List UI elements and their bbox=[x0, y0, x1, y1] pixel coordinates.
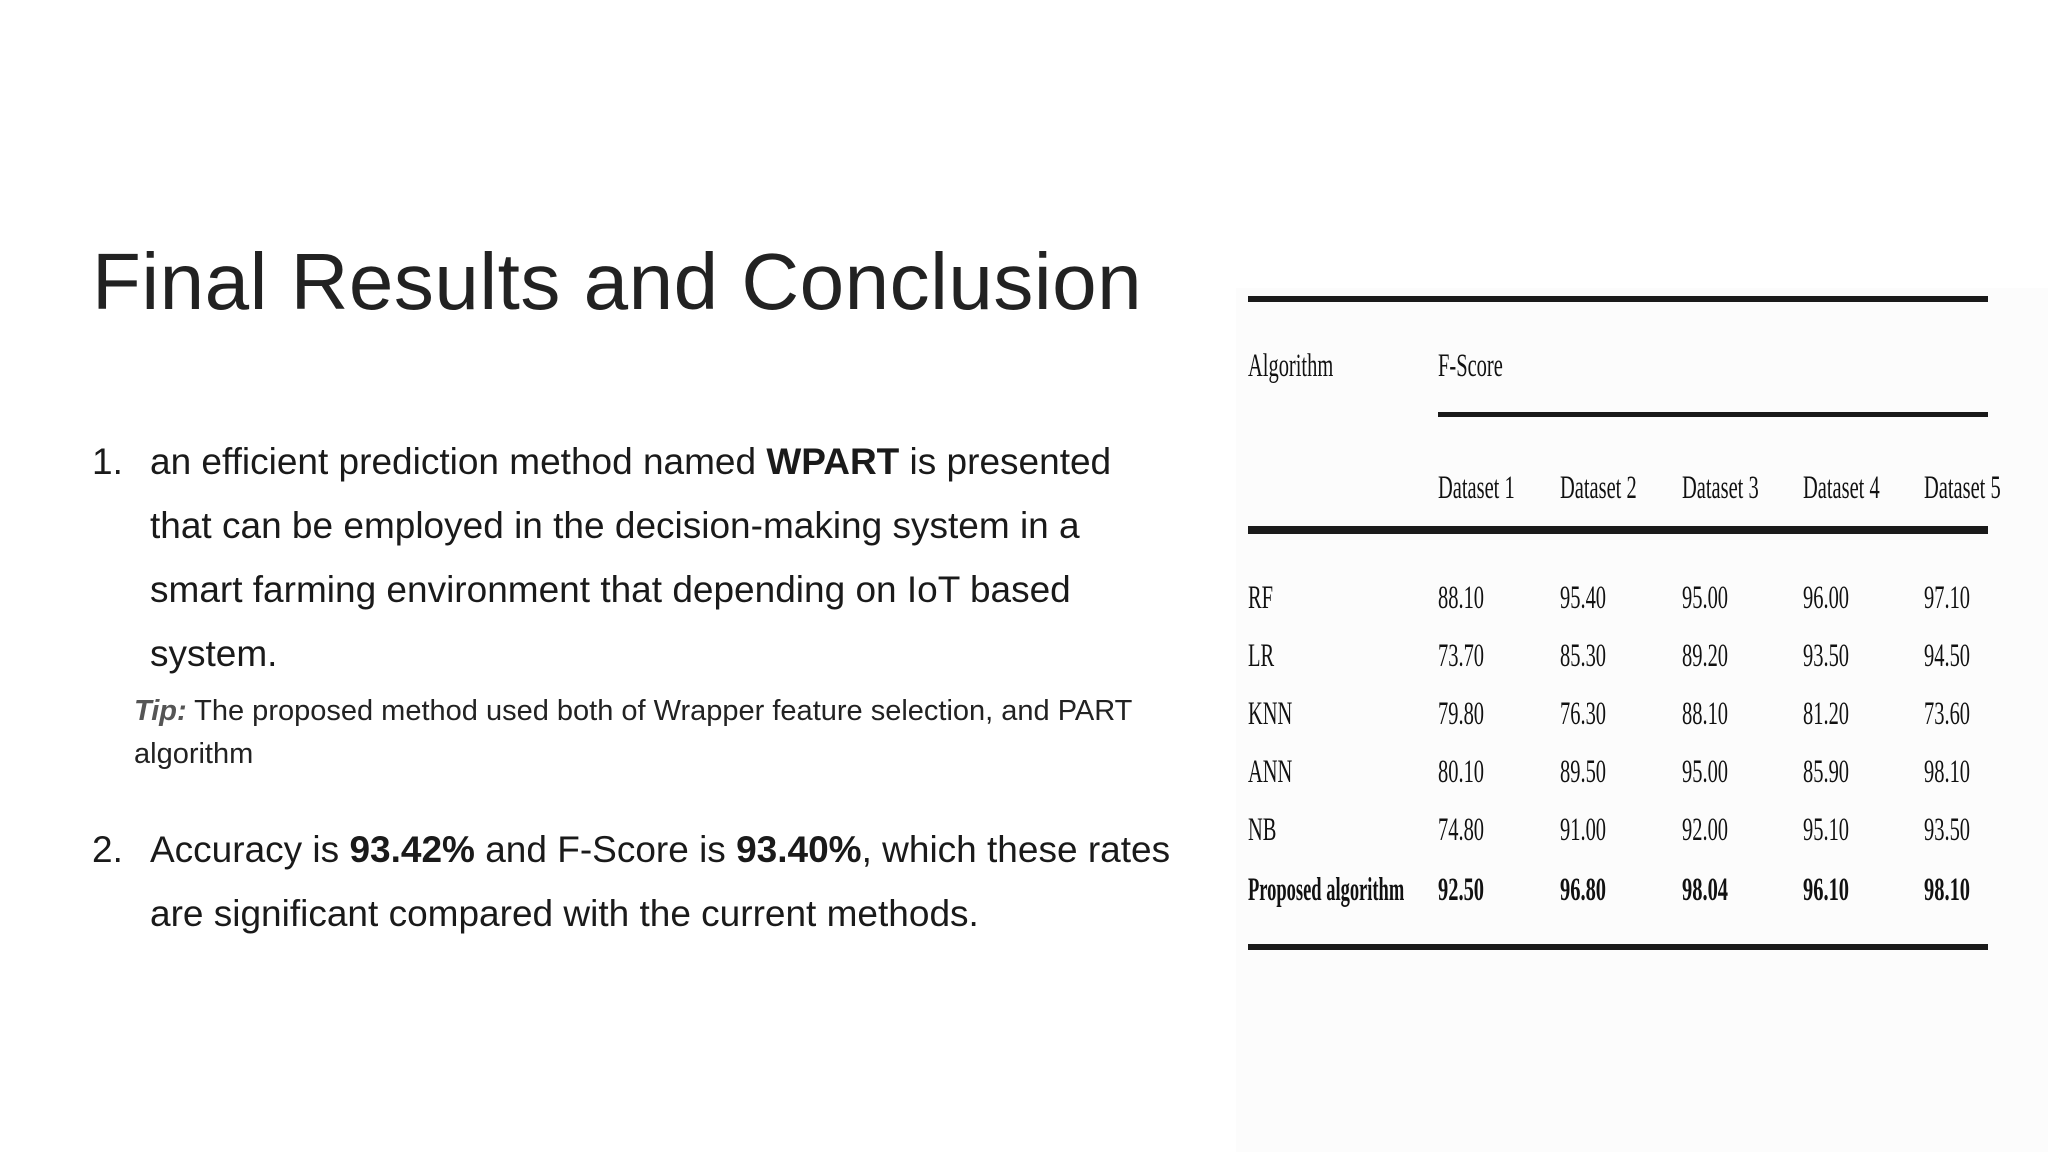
table-cell: 97.10 bbox=[1924, 580, 1971, 616]
item-1-bold: WPART bbox=[766, 441, 900, 482]
item-2-bold-2: 93.40% bbox=[736, 829, 862, 870]
list-number-1: 1. bbox=[92, 441, 123, 482]
table-cell: 98.10 bbox=[1924, 754, 1971, 790]
item-2-bold-1: 93.42% bbox=[349, 829, 475, 870]
table-cell: 95.00 bbox=[1682, 754, 1729, 790]
table-cell: 73.70 bbox=[1438, 638, 1485, 674]
item-1-text-after: is presented that can be employed in the decision-making system in a smart farming environment that depending on IoT based system. bbox=[150, 441, 1112, 674]
tip-text: The proposed method used both of Wrapper feature selection, and PART algorithm bbox=[134, 695, 1132, 770]
table-cell: 85.90 bbox=[1803, 754, 1850, 790]
header-bottom-rule bbox=[1248, 526, 1988, 534]
tip-label: Tip: bbox=[134, 695, 187, 727]
table-cell: 95.40 bbox=[1560, 580, 1607, 616]
table-cell: 95.00 bbox=[1682, 580, 1729, 616]
table-cell: 93.50 bbox=[1803, 638, 1850, 674]
table-cell: 88.10 bbox=[1438, 580, 1485, 616]
table-cell: 94.50 bbox=[1924, 638, 1971, 674]
list-number-2: 2. bbox=[92, 829, 123, 870]
table-cell: 96.10 bbox=[1803, 872, 1850, 908]
table-cell: 98.04 bbox=[1682, 872, 1729, 908]
column-header: Dataset 4 bbox=[1803, 470, 1880, 506]
fscore-rule bbox=[1438, 412, 1988, 417]
table-top-rule bbox=[1248, 296, 1988, 302]
table-cell: 74.80 bbox=[1438, 812, 1485, 848]
table-cell: 98.10 bbox=[1924, 872, 1971, 908]
table-cell: 76.30 bbox=[1560, 696, 1607, 732]
header-algorithm: Algorithm bbox=[1248, 348, 1334, 384]
column-header: Dataset 1 bbox=[1438, 470, 1515, 506]
table-cell: 73.60 bbox=[1924, 696, 1971, 732]
list-item-1 bbox=[92, 430, 1172, 686]
table-bottom-rule bbox=[1248, 944, 1988, 950]
column-header: Dataset 5 bbox=[1924, 470, 2001, 506]
column-header: Dataset 3 bbox=[1682, 470, 1759, 506]
table-cell: 91.00 bbox=[1560, 812, 1607, 848]
column-header: Dataset 2 bbox=[1560, 470, 1637, 506]
table-cell: 85.30 bbox=[1560, 638, 1607, 674]
item-2-text-1: Accuracy is bbox=[150, 829, 350, 870]
item-2-text-2: and F-Score is bbox=[474, 829, 737, 870]
list-item-2 bbox=[92, 818, 1172, 946]
table-cell: 79.80 bbox=[1438, 696, 1485, 732]
table-cell: 80.10 bbox=[1438, 754, 1485, 790]
table-cell: 96.00 bbox=[1803, 580, 1850, 616]
slide-content bbox=[92, 430, 1172, 946]
slide-title: Final Results and Conclusion bbox=[92, 237, 1143, 326]
table-cell: 89.20 bbox=[1682, 638, 1729, 674]
results-table-image bbox=[1236, 288, 2048, 1152]
row-label: NB bbox=[1248, 812, 1277, 848]
tip-note bbox=[134, 690, 1144, 776]
row-label: RF bbox=[1248, 580, 1274, 616]
row-label: ANN bbox=[1248, 754, 1293, 790]
item-1-text-before: an efficient prediction method named bbox=[150, 441, 767, 482]
table-cell: 88.10 bbox=[1682, 696, 1729, 732]
row-label: LR bbox=[1248, 638, 1275, 674]
table-cell: 81.20 bbox=[1803, 696, 1850, 732]
table-cell: 92.00 bbox=[1682, 812, 1729, 848]
table-cell: 89.50 bbox=[1560, 754, 1607, 790]
row-label: KNN bbox=[1248, 696, 1293, 732]
row-label: Proposed algorithm bbox=[1248, 872, 1405, 908]
table-cell: 93.50 bbox=[1924, 812, 1971, 848]
table-cell: 96.80 bbox=[1560, 872, 1607, 908]
table-cell: 92.50 bbox=[1438, 872, 1485, 908]
item-2-text-3: , which these rates are significant compared with the current methods. bbox=[150, 829, 1171, 934]
header-fscore: F-Score bbox=[1438, 348, 1503, 384]
table-cell: 95.10 bbox=[1803, 812, 1850, 848]
